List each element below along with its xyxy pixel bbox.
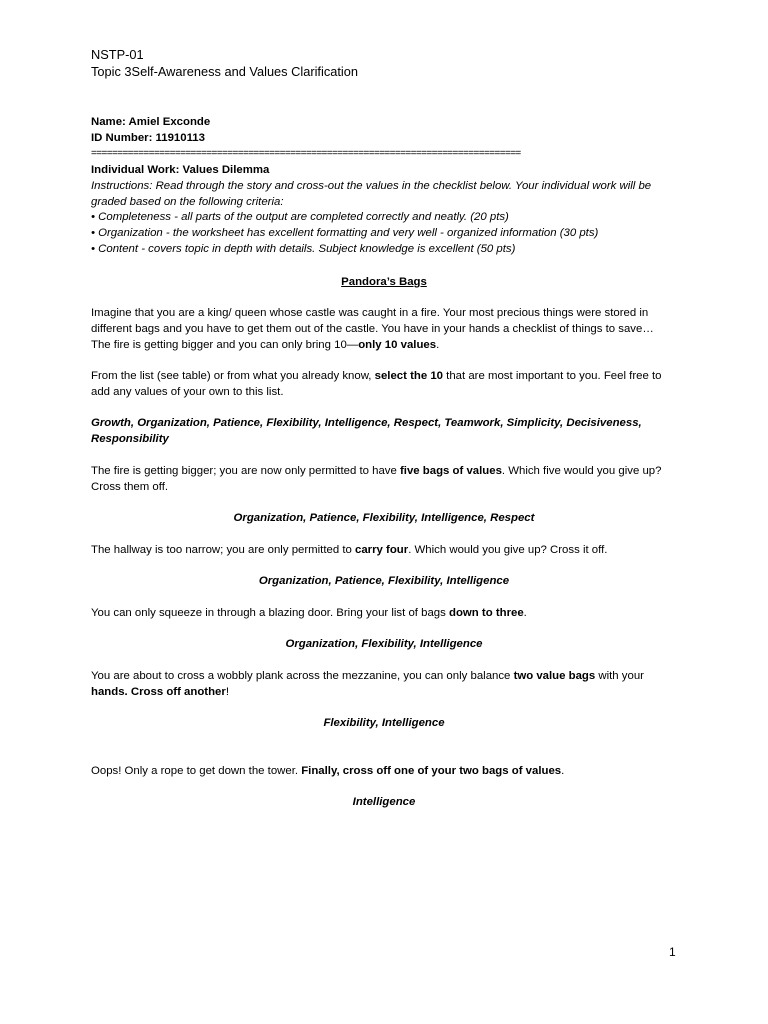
student-name: Name: Amiel Exconde	[91, 116, 211, 128]
emphasis-run: down to three	[449, 607, 524, 619]
emphasis-run: carry four	[355, 544, 409, 556]
paragraph-1-line-1: Imagine that you are a king/ queen whose castle was caught in a fire. Your most precious things were stored in	[91, 307, 649, 319]
paragraph-6-line-2	[91, 684, 229, 700]
text-run: The hallway is too narrow; you are only permitted to	[91, 544, 356, 556]
text-run: . Which would you give up? Cross it off.	[408, 544, 608, 556]
divider-line: ==================================================================================	[91, 148, 521, 159]
paragraph-1-line-2: different bags and you have to get them out of the castle. You have in your hands a checklist of things to save…	[91, 323, 654, 335]
emphasis-run: five bags of values	[399, 465, 502, 477]
text-run: The fire is getting bigger and you can only bring 10—	[91, 339, 359, 351]
text-run: You can only squeeze in through a blazing door. Bring your list of bags	[91, 607, 449, 619]
paragraph-6-line-1	[91, 668, 644, 684]
values-three: Organization, Flexibility, Intelligence	[285, 638, 483, 650]
topic-title: Topic 3Self-Awareness and Values Clarification	[91, 64, 358, 79]
text-run: The fire is getting bigger; you are now only permitted to have	[91, 465, 400, 477]
text-run: .	[436, 339, 440, 351]
emphasis-run: hands.	[91, 686, 131, 698]
paragraph-5	[91, 605, 527, 621]
text-run: From the list (see table) or from what you already know,	[91, 370, 375, 382]
text-run: !	[225, 686, 229, 698]
emphasis-run: two value bags	[513, 670, 596, 682]
page-number: 1	[669, 945, 676, 959]
course-code: NSTP-01	[91, 47, 144, 62]
text-run: .	[523, 607, 527, 619]
text-run: . Which five would you give up?	[501, 465, 662, 477]
text-run: .	[561, 765, 565, 777]
emphasis-run: Cross off another	[130, 686, 226, 698]
story-title: Pandora’s Bags	[341, 276, 427, 288]
instructions-line-1: Instructions: Read through the story and cross-out the values in the checklist below. Your individual work will be	[91, 180, 652, 192]
paragraph-3-line-2: Cross them off.	[91, 481, 169, 493]
activity-title: Individual Work: Values Dilemma	[91, 164, 270, 176]
criteria-content: • Content - covers topic in depth with details. Subject knowledge is excellent (50 pts)	[91, 243, 516, 255]
paragraph-1-line-3	[91, 337, 439, 353]
values-ten-line-1: Growth, Organization, Patience, Flexibility, Intelligence, Respect, Teamwork, Simplicity, Decisiveness,	[91, 417, 642, 429]
paragraph-7	[91, 763, 564, 779]
values-ten-line-2: Responsibility	[91, 433, 169, 445]
values-two: Flexibility, Intelligence	[323, 717, 445, 729]
values-five: Organization, Patience, Flexibility, Intelligence, Respect	[233, 512, 535, 524]
paragraph-3-line-1	[91, 463, 661, 479]
text-run: Oops! Only a rope to get down the tower.	[91, 765, 302, 777]
values-one: Intelligence	[352, 796, 416, 808]
instructions-line-2: graded based on the following criteria:	[91, 196, 284, 208]
student-id: ID Number: 11910113	[91, 132, 205, 144]
paragraph-4	[91, 542, 607, 558]
criteria-completeness: • Completeness - all parts of the output are completed correctly and neatly. (20 pts)	[91, 211, 509, 223]
criteria-organization: • Organization - the worksheet has excellent formatting and very well - organized information (30 pts)	[91, 227, 599, 239]
text-run: that are most important to you. Feel free to	[443, 370, 662, 382]
paragraph-2-line-1	[91, 368, 661, 384]
text-run: You are about to cross a wobbly plank across the mezzanine, you can only balance	[91, 670, 514, 682]
emphasis-run: select the 10	[374, 370, 444, 382]
emphasis-run: Finally, cross off one of your two bags of values	[301, 765, 562, 777]
emphasis-run: only 10 values	[358, 339, 437, 351]
text-run: with your	[595, 670, 644, 682]
paragraph-2-line-2: add any values of your own to this list.	[91, 386, 284, 398]
values-four: Organization, Patience, Flexibility, Intelligence	[258, 575, 510, 587]
